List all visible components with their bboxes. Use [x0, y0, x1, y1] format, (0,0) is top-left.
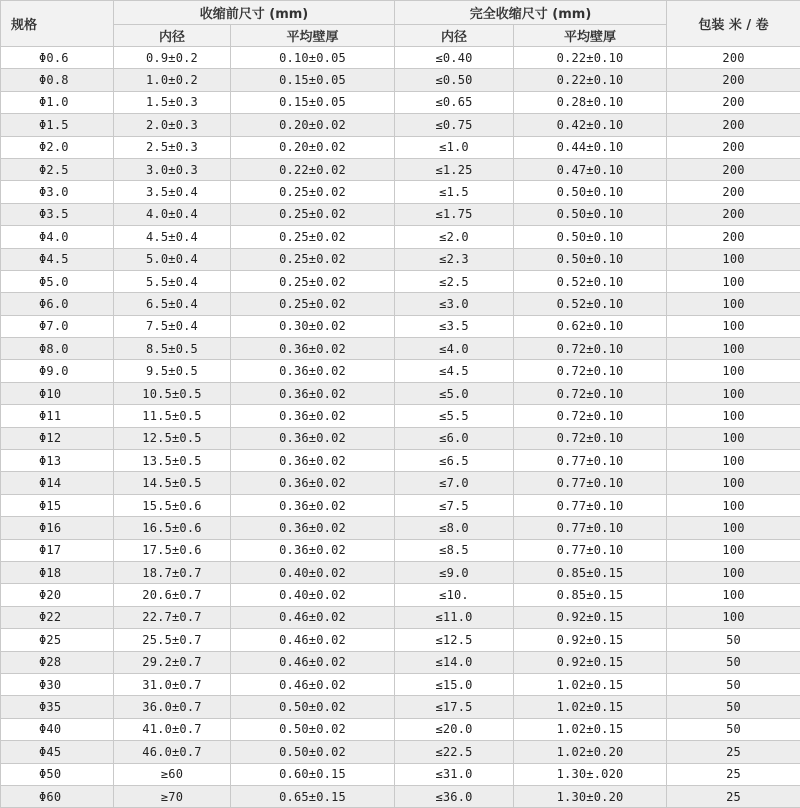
after-inner-diameter-cell: ≤0.75 [395, 114, 514, 136]
table-row [1, 427, 800, 449]
packaging-cell: 50 [667, 696, 800, 718]
before-avg-wall-cell: 0.30±0.02 [231, 315, 395, 337]
after-inner-diameter-cell: ≤0.65 [395, 91, 514, 113]
after-inner-diameter-cell: ≤36.0 [395, 785, 514, 807]
after-inner-diameter-cell: ≤2.0 [395, 226, 514, 248]
after-avg-wall-cell: 0.77±0.10 [514, 472, 667, 494]
table-header [1, 1, 800, 47]
spec-cell: Φ0.6 [1, 47, 114, 69]
spec-cell: Φ2.0 [1, 136, 114, 158]
packaging-cell: 50 [667, 673, 800, 695]
table-row [1, 517, 800, 539]
table-row [1, 47, 800, 69]
before-avg-wall-cell: 0.22±0.02 [231, 158, 395, 180]
before-avg-wall-cell: 0.25±0.02 [231, 270, 395, 292]
before-avg-wall-cell: 0.36±0.02 [231, 517, 395, 539]
after-avg-wall-cell: 0.77±0.10 [514, 539, 667, 561]
after-inner-diameter-cell: ≤1.25 [395, 158, 514, 180]
after-inner-diameter-cell: ≤1.0 [395, 136, 514, 158]
table-row [1, 315, 800, 337]
spec-cell: Φ16 [1, 517, 114, 539]
before-avg-wall-cell: 0.36±0.02 [231, 494, 395, 516]
before-inner-diameter-cell: 13.5±0.5 [114, 450, 231, 472]
before-avg-wall-cell: 0.46±0.02 [231, 651, 395, 673]
spec-cell: Φ6.0 [1, 293, 114, 315]
spec-cell: Φ25 [1, 629, 114, 651]
before-inner-diameter-cell: 17.5±0.6 [114, 539, 231, 561]
table-row [1, 472, 800, 494]
packaging-cell: 100 [667, 450, 800, 472]
before-inner-diameter-cell: 5.0±0.4 [114, 248, 231, 270]
table-row [1, 69, 800, 91]
packaging-cell: 100 [667, 293, 800, 315]
after-inner-diameter-cell: ≤10. [395, 584, 514, 606]
after-inner-diameter-cell: ≤2.3 [395, 248, 514, 270]
before-inner-diameter-cell: 12.5±0.5 [114, 427, 231, 449]
table-row [1, 181, 800, 203]
before-inner-diameter-cell: 5.5±0.4 [114, 270, 231, 292]
after-inner-diameter-cell: ≤14.0 [395, 651, 514, 673]
before-avg-wall-cell: 0.36±0.02 [231, 427, 395, 449]
after-inner-diameter-cell: ≤17.5 [395, 696, 514, 718]
after-inner-diameter-cell: ≤15.0 [395, 673, 514, 695]
before-avg-wall-cell: 0.46±0.02 [231, 673, 395, 695]
packaging-cell: 200 [667, 47, 800, 69]
before-avg-wall-cell: 0.50±0.02 [231, 696, 395, 718]
packaging-cell: 100 [667, 248, 800, 270]
before-avg-wall-cell: 0.25±0.02 [231, 293, 395, 315]
before-avg-wall-cell: 0.40±0.02 [231, 561, 395, 583]
packaging-cell: 50 [667, 629, 800, 651]
spec-cell: Φ60 [1, 785, 114, 807]
header-packaging: 包装 米 / 卷 [667, 1, 800, 47]
after-avg-wall-cell: 0.50±0.10 [514, 248, 667, 270]
header-after-avg-wall: 平均壁厚 [514, 25, 667, 47]
before-avg-wall-cell: 0.25±0.02 [231, 226, 395, 248]
after-inner-diameter-cell: ≤6.5 [395, 450, 514, 472]
table-row [1, 584, 800, 606]
packaging-cell: 50 [667, 651, 800, 673]
before-avg-wall-cell: 0.65±0.15 [231, 785, 395, 807]
after-inner-diameter-cell: ≤2.5 [395, 270, 514, 292]
spec-cell: Φ20 [1, 584, 114, 606]
before-inner-diameter-cell: 2.5±0.3 [114, 136, 231, 158]
after-avg-wall-cell: 0.92±0.15 [514, 651, 667, 673]
table-row [1, 226, 800, 248]
spec-cell: Φ3.5 [1, 203, 114, 225]
packaging-cell: 100 [667, 427, 800, 449]
spec-cell: Φ3.0 [1, 181, 114, 203]
before-inner-diameter-cell: 29.2±0.7 [114, 651, 231, 673]
after-avg-wall-cell: 0.92±0.15 [514, 606, 667, 628]
packaging-cell: 100 [667, 472, 800, 494]
table-row [1, 450, 800, 472]
table-row [1, 360, 800, 382]
after-avg-wall-cell: 0.50±0.10 [514, 181, 667, 203]
after-inner-diameter-cell: ≤0.40 [395, 47, 514, 69]
after-inner-diameter-cell: ≤6.0 [395, 427, 514, 449]
header-after-shrink: 完全收缩尺寸 (mm) [395, 1, 667, 25]
after-inner-diameter-cell: ≤0.50 [395, 69, 514, 91]
after-avg-wall-cell: 1.02±0.15 [514, 673, 667, 695]
before-inner-diameter-cell: 46.0±0.7 [114, 741, 231, 763]
table-row [1, 629, 800, 651]
spec-cell: Φ4.0 [1, 226, 114, 248]
after-avg-wall-cell: 0.85±0.15 [514, 561, 667, 583]
after-inner-diameter-cell: ≤5.0 [395, 382, 514, 404]
packaging-cell: 100 [667, 494, 800, 516]
after-inner-diameter-cell: ≤1.75 [395, 203, 514, 225]
before-avg-wall-cell: 0.36±0.02 [231, 472, 395, 494]
packaging-cell: 100 [667, 539, 800, 561]
packaging-cell: 100 [667, 360, 800, 382]
spec-cell: Φ2.5 [1, 158, 114, 180]
after-avg-wall-cell: 0.72±0.10 [514, 338, 667, 360]
before-avg-wall-cell: 0.25±0.02 [231, 203, 395, 225]
before-avg-wall-cell: 0.50±0.02 [231, 741, 395, 763]
after-avg-wall-cell: 0.77±0.10 [514, 517, 667, 539]
packaging-cell: 25 [667, 785, 800, 807]
packaging-cell: 25 [667, 741, 800, 763]
header-row-top [1, 1, 800, 25]
table-row [1, 741, 800, 763]
packaging-cell: 100 [667, 606, 800, 628]
before-inner-diameter-cell: 6.5±0.4 [114, 293, 231, 315]
table-row [1, 673, 800, 695]
spec-cell: Φ1.0 [1, 91, 114, 113]
before-avg-wall-cell: 0.15±0.05 [231, 91, 395, 113]
header-before-inner-diameter: 内径 [114, 25, 231, 47]
table-row [1, 114, 800, 136]
spec-cell: Φ7.0 [1, 315, 114, 337]
table-row [1, 696, 800, 718]
before-inner-diameter-cell: 4.0±0.4 [114, 203, 231, 225]
before-inner-diameter-cell: 36.0±0.7 [114, 696, 231, 718]
before-inner-diameter-cell: 2.0±0.3 [114, 114, 231, 136]
table-row [1, 539, 800, 561]
spec-cell: Φ17 [1, 539, 114, 561]
after-avg-wall-cell: 0.52±0.10 [514, 270, 667, 292]
before-avg-wall-cell: 0.46±0.02 [231, 606, 395, 628]
spec-cell: Φ10 [1, 382, 114, 404]
packaging-cell: 200 [667, 203, 800, 225]
packaging-cell: 200 [667, 136, 800, 158]
spec-cell: Φ13 [1, 450, 114, 472]
spec-cell: Φ18 [1, 561, 114, 583]
packaging-cell: 100 [667, 338, 800, 360]
before-inner-diameter-cell: ≥60 [114, 763, 231, 785]
after-avg-wall-cell: 1.02±0.20 [514, 741, 667, 763]
table-row [1, 203, 800, 225]
before-inner-diameter-cell: 20.6±0.7 [114, 584, 231, 606]
packaging-cell: 25 [667, 763, 800, 785]
table-row [1, 158, 800, 180]
after-avg-wall-cell: 1.02±0.15 [514, 718, 667, 740]
after-avg-wall-cell: 0.50±0.10 [514, 226, 667, 248]
after-avg-wall-cell: 0.52±0.10 [514, 293, 667, 315]
after-inner-diameter-cell: ≤4.5 [395, 360, 514, 382]
before-avg-wall-cell: 0.50±0.02 [231, 718, 395, 740]
before-inner-diameter-cell: 4.5±0.4 [114, 226, 231, 248]
after-avg-wall-cell: 0.72±0.10 [514, 382, 667, 404]
after-inner-diameter-cell: ≤4.0 [395, 338, 514, 360]
after-avg-wall-cell: 0.44±0.10 [514, 136, 667, 158]
spec-cell: Φ15 [1, 494, 114, 516]
before-avg-wall-cell: 0.36±0.02 [231, 382, 395, 404]
spec-cell: Φ35 [1, 696, 114, 718]
packaging-cell: 100 [667, 270, 800, 292]
spec-cell: Φ22 [1, 606, 114, 628]
after-inner-diameter-cell: ≤22.5 [395, 741, 514, 763]
table-row [1, 293, 800, 315]
after-avg-wall-cell: 1.30±.020 [514, 763, 667, 785]
after-inner-diameter-cell: ≤5.5 [395, 405, 514, 427]
packaging-cell: 100 [667, 517, 800, 539]
spec-cell: Φ11 [1, 405, 114, 427]
before-inner-diameter-cell: 1.0±0.2 [114, 69, 231, 91]
before-inner-diameter-cell: 15.5±0.6 [114, 494, 231, 516]
before-inner-diameter-cell: 18.7±0.7 [114, 561, 231, 583]
packaging-cell: 200 [667, 158, 800, 180]
after-inner-diameter-cell: ≤3.0 [395, 293, 514, 315]
table-row [1, 561, 800, 583]
after-inner-diameter-cell: ≤7.5 [395, 494, 514, 516]
table-row [1, 91, 800, 113]
after-inner-diameter-cell: ≤8.0 [395, 517, 514, 539]
after-avg-wall-cell: 0.72±0.10 [514, 427, 667, 449]
after-avg-wall-cell: 0.92±0.15 [514, 629, 667, 651]
packaging-cell: 200 [667, 69, 800, 91]
after-inner-diameter-cell: ≤3.5 [395, 315, 514, 337]
spec-cell: Φ1.5 [1, 114, 114, 136]
after-inner-diameter-cell: ≤31.0 [395, 763, 514, 785]
before-avg-wall-cell: 0.36±0.02 [231, 405, 395, 427]
after-inner-diameter-cell: ≤20.0 [395, 718, 514, 740]
spec-cell: Φ9.0 [1, 360, 114, 382]
after-avg-wall-cell: 0.22±0.10 [514, 47, 667, 69]
packaging-cell: 200 [667, 181, 800, 203]
packaging-cell: 100 [667, 405, 800, 427]
before-avg-wall-cell: 0.60±0.15 [231, 763, 395, 785]
table-row [1, 382, 800, 404]
packaging-cell: 100 [667, 584, 800, 606]
before-inner-diameter-cell: 31.0±0.7 [114, 673, 231, 695]
after-avg-wall-cell: 0.28±0.10 [514, 91, 667, 113]
table-row [1, 785, 800, 807]
before-inner-diameter-cell: 9.5±0.5 [114, 360, 231, 382]
before-avg-wall-cell: 0.36±0.02 [231, 450, 395, 472]
packaging-cell: 200 [667, 91, 800, 113]
spec-cell: Φ0.8 [1, 69, 114, 91]
after-inner-diameter-cell: ≤11.0 [395, 606, 514, 628]
spec-cell: Φ4.5 [1, 248, 114, 270]
packaging-cell: 100 [667, 315, 800, 337]
table-row [1, 606, 800, 628]
table-row [1, 248, 800, 270]
before-avg-wall-cell: 0.25±0.02 [231, 181, 395, 203]
spec-cell: Φ45 [1, 741, 114, 763]
after-avg-wall-cell: 1.02±0.15 [514, 696, 667, 718]
packaging-cell: 100 [667, 382, 800, 404]
table-row [1, 494, 800, 516]
packaging-cell: 200 [667, 114, 800, 136]
spec-cell: Φ50 [1, 763, 114, 785]
after-inner-diameter-cell: ≤7.0 [395, 472, 514, 494]
before-avg-wall-cell: 0.15±0.05 [231, 69, 395, 91]
after-avg-wall-cell: 1.30±0.20 [514, 785, 667, 807]
after-inner-diameter-cell: ≤12.5 [395, 629, 514, 651]
after-avg-wall-cell: 0.47±0.10 [514, 158, 667, 180]
header-before-avg-wall: 平均壁厚 [231, 25, 395, 47]
header-after-inner-diameter: 内径 [395, 25, 514, 47]
packaging-cell: 50 [667, 718, 800, 740]
spec-cell: Φ30 [1, 673, 114, 695]
table-row [1, 136, 800, 158]
before-avg-wall-cell: 0.36±0.02 [231, 539, 395, 561]
before-avg-wall-cell: 0.20±0.02 [231, 136, 395, 158]
spec-cell: Φ5.0 [1, 270, 114, 292]
before-inner-diameter-cell: 3.0±0.3 [114, 158, 231, 180]
after-avg-wall-cell: 0.77±0.10 [514, 450, 667, 472]
after-inner-diameter-cell: ≤9.0 [395, 561, 514, 583]
before-inner-diameter-cell: 25.5±0.7 [114, 629, 231, 651]
before-inner-diameter-cell: 3.5±0.4 [114, 181, 231, 203]
after-inner-diameter-cell: ≤8.5 [395, 539, 514, 561]
spec-cell: Φ40 [1, 718, 114, 740]
header-before-shrink: 收缩前尺寸 (mm) [114, 1, 395, 25]
before-avg-wall-cell: 0.10±0.05 [231, 47, 395, 69]
before-inner-diameter-cell: 8.5±0.5 [114, 338, 231, 360]
after-avg-wall-cell: 0.42±0.10 [514, 114, 667, 136]
before-avg-wall-cell: 0.40±0.02 [231, 584, 395, 606]
table-row [1, 651, 800, 673]
before-inner-diameter-cell: 1.5±0.3 [114, 91, 231, 113]
before-avg-wall-cell: 0.46±0.02 [231, 629, 395, 651]
after-avg-wall-cell: 0.85±0.15 [514, 584, 667, 606]
table-body [1, 47, 800, 808]
spec-cell: Φ12 [1, 427, 114, 449]
table-row [1, 338, 800, 360]
spec-cell: Φ28 [1, 651, 114, 673]
table-row [1, 405, 800, 427]
packaging-cell: 200 [667, 226, 800, 248]
after-avg-wall-cell: 0.72±0.10 [514, 360, 667, 382]
table-row [1, 763, 800, 785]
table-row [1, 270, 800, 292]
before-inner-diameter-cell: 10.5±0.5 [114, 382, 231, 404]
table-row [1, 718, 800, 740]
before-avg-wall-cell: 0.36±0.02 [231, 360, 395, 382]
before-inner-diameter-cell: 7.5±0.4 [114, 315, 231, 337]
before-inner-diameter-cell: 11.5±0.5 [114, 405, 231, 427]
packaging-cell: 100 [667, 561, 800, 583]
before-avg-wall-cell: 0.20±0.02 [231, 114, 395, 136]
after-avg-wall-cell: 0.62±0.10 [514, 315, 667, 337]
after-inner-diameter-cell: ≤1.5 [395, 181, 514, 203]
before-avg-wall-cell: 0.25±0.02 [231, 248, 395, 270]
after-avg-wall-cell: 0.22±0.10 [514, 69, 667, 91]
before-inner-diameter-cell: 22.7±0.7 [114, 606, 231, 628]
before-avg-wall-cell: 0.36±0.02 [231, 338, 395, 360]
before-inner-diameter-cell: ≥70 [114, 785, 231, 807]
header-spec: 规格 [1, 1, 114, 47]
before-inner-diameter-cell: 0.9±0.2 [114, 47, 231, 69]
before-inner-diameter-cell: 14.5±0.5 [114, 472, 231, 494]
spec-cell: Φ14 [1, 472, 114, 494]
after-avg-wall-cell: 0.50±0.10 [514, 203, 667, 225]
before-inner-diameter-cell: 41.0±0.7 [114, 718, 231, 740]
spec-cell: Φ8.0 [1, 338, 114, 360]
before-inner-diameter-cell: 16.5±0.6 [114, 517, 231, 539]
after-avg-wall-cell: 0.77±0.10 [514, 494, 667, 516]
after-avg-wall-cell: 0.72±0.10 [514, 405, 667, 427]
